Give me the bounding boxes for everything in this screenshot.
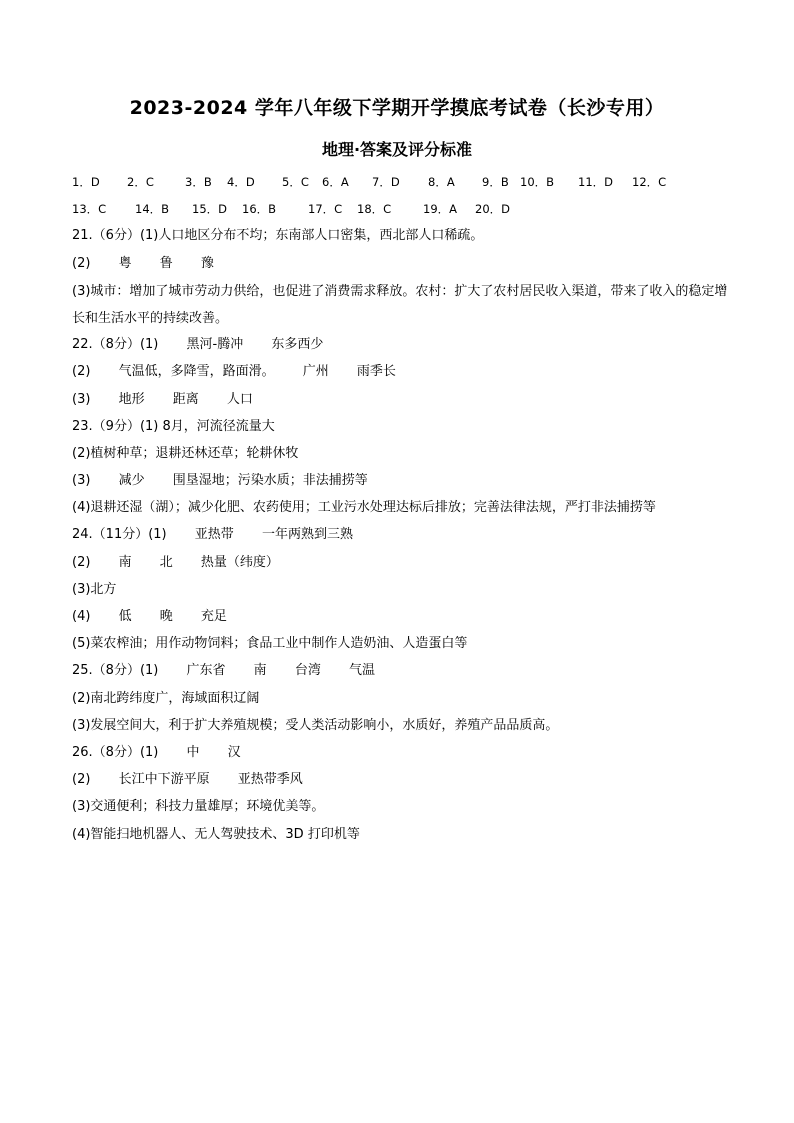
q24-head: 24.（11分）(1) — [72, 527, 167, 543]
q21-sub-number: (2) — [72, 255, 91, 271]
q23-sub-number: (3) — [72, 473, 91, 489]
q23-answer-a: 减少 — [118, 473, 145, 489]
q26-answer-d: 亚热带季风 — [237, 772, 303, 788]
q26-answer-b: 汉 — [227, 744, 241, 760]
mc-answer: 7．D — [372, 175, 400, 189]
q22-sub-number: (3) — [72, 391, 91, 407]
q23-line-3 — [72, 470, 732, 497]
mc-answer: 14．B — [135, 202, 170, 217]
mc-answer: 13．C — [72, 202, 107, 217]
q25-line-3: (3)发展空间大，利于扩大养殖规模；受人类活动影响小，水质好，养殖产品品质高。 — [72, 717, 559, 733]
mc-answers-row-1 — [72, 171, 732, 198]
q21-answer-b: 鲁 — [159, 255, 173, 271]
q22-answer-f: 地形 — [118, 391, 145, 407]
q22-line-3 — [72, 389, 732, 416]
q23-line-1: 23.（9分）(1) 8月，河流径流量大 — [72, 418, 275, 434]
q24-answer-g: 晚 — [159, 609, 173, 625]
q22-answer-d: 广州 — [302, 364, 329, 380]
q24-line-5: (5)菜农榨油；用作动物饲料；食品工业中制作人造奶油、人造蛋白等 — [72, 636, 468, 652]
mc-answer: 11．D — [578, 175, 613, 189]
q22-answer-h: 人口 — [226, 391, 253, 407]
q22-answer-e: 雨季长 — [356, 364, 396, 380]
q21-answer-a: 粤 — [118, 255, 132, 271]
q26-line-1 — [72, 742, 732, 769]
q21-answer-c: 豫 — [200, 255, 214, 271]
q24-answer-a: 亚热带 — [194, 527, 234, 543]
document-subtitle: 地理·答案及评分标准 — [321, 140, 473, 159]
mc-answer: 6．A — [322, 175, 349, 189]
q21-line-2 — [72, 253, 732, 280]
q22-answer-g: 距离 — [172, 391, 199, 407]
q24-line-1 — [72, 524, 732, 551]
mc-answer: 18．C — [357, 202, 392, 217]
q24-sub-number: (2) — [72, 554, 91, 570]
mc-answer: 10．B — [520, 175, 555, 189]
mc-answer: 17．C — [308, 202, 343, 217]
mc-answer: 2．C — [127, 175, 154, 189]
mc-answers-row-2 — [72, 198, 732, 225]
q26-line-4: (4)智能扫地机器人、无人驾驶技术、3D 打印机等 — [72, 826, 360, 842]
mc-answer: 4．D — [227, 175, 255, 189]
mc-answer: 9．B — [482, 175, 509, 189]
q26-line-2 — [72, 769, 732, 796]
mc-answer: 20．D — [475, 202, 510, 217]
q24-line-3: (3)北方 — [72, 581, 117, 597]
q22-line-2 — [72, 361, 732, 388]
q25-line-2: (2)南北跨纬度广，海域面积辽阔 — [72, 690, 260, 706]
q25-answer-b: 南 — [253, 663, 267, 679]
q24-answer-h: 充足 — [200, 609, 227, 625]
mc-answer: 1．D — [72, 175, 100, 189]
q22-sub-number: (2) — [72, 364, 91, 380]
answer-body — [72, 171, 732, 851]
document-title: 2023-2024 学年八年级下学期开学摸底考试卷（长沙专用） — [129, 97, 665, 119]
q24-answer-c: 南 — [118, 554, 132, 570]
q26-answer-c: 长江中下游平原 — [118, 772, 210, 788]
q22-line-1 — [72, 334, 732, 361]
q26-line-3: (3)交通便利；科技力量雄厚；环境优美等。 — [72, 799, 325, 815]
q23-answer-b: 围垦湿地；污染水质；非法捕捞等 — [172, 473, 368, 489]
q26-sub-number: (2) — [72, 772, 91, 788]
q25-answer-a: 广东省 — [186, 663, 226, 679]
q21-line-3: (3)城市：增加了城市劳动力供给，也促进了消费需求释放。农村：扩大了农村居民收入渠道，带来了收入的稳定增长和生活水平的持续改善。 — [72, 283, 728, 326]
mc-answer: 3．B — [185, 175, 212, 189]
q24-answer-f: 低 — [118, 609, 132, 625]
q21-line-1: 21.（6分）(1)人口地区分布不均；东南部人口密集，西北部人口稀疏。 — [72, 228, 484, 244]
q26-head: 26.（8分）(1) — [72, 744, 159, 760]
q24-answer-e: 热量（纬度） — [200, 554, 279, 570]
q22-head: 22.（8分）(1) — [72, 337, 159, 353]
q22-answer-c: 气温低，多降雪，路面滑。 — [118, 364, 275, 380]
q26-answer-a: 中 — [186, 744, 200, 760]
mc-answer: 19．A — [423, 202, 458, 217]
q25-head: 25.（8分）(1) — [72, 663, 159, 679]
q24-answer-b: 一年两熟到三熟 — [261, 527, 353, 543]
q25-answer-c: 台湾 — [294, 663, 321, 679]
q22-answer-a: 黑河-腾冲 — [186, 337, 244, 353]
q24-line-2 — [72, 552, 732, 579]
q24-sub-number: (4) — [72, 609, 91, 625]
q23-line-4: (4)退耕还湿（湖）；减少化肥、农药使用；工业污水处理达标后排放；完善法律法规，严打非法捕捞等 — [72, 500, 656, 516]
q24-answer-d: 北 — [159, 554, 173, 570]
mc-answer: 16．B — [242, 202, 277, 217]
q25-line-1 — [72, 660, 732, 687]
mc-answer: 15．D — [192, 202, 227, 217]
q25-answer-d: 气温 — [348, 663, 375, 679]
q22-answer-b: 东多西少 — [271, 337, 324, 353]
mc-answer: 8．A — [428, 175, 455, 189]
mc-answer: 5．C — [282, 175, 309, 189]
mc-answer: 12．C — [632, 175, 667, 189]
q23-line-2: (2)植树种草；退耕还林还草；轮耕休牧 — [72, 445, 299, 461]
q24-line-4 — [72, 606, 732, 633]
